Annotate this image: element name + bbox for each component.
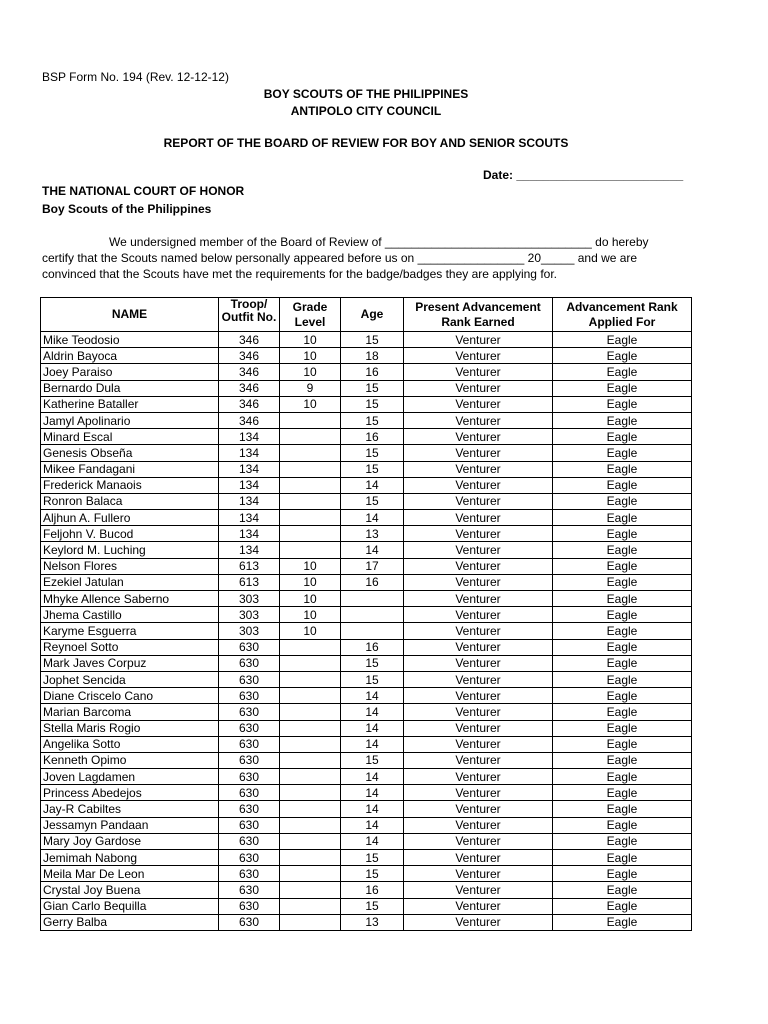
form-number: BSP Form No. 194 (Rev. 12-12-12) [42, 70, 229, 84]
cell-applied-rank: Eagle [553, 526, 692, 542]
cell-present-rank: Venturer [404, 348, 553, 364]
cell-grade [280, 671, 341, 687]
table-row [41, 801, 692, 817]
cell-grade [280, 850, 341, 866]
cell-grade: 10 [280, 396, 341, 412]
cell-applied-rank: Eagle [553, 639, 692, 655]
cell-present-rank: Venturer [404, 412, 553, 428]
cell-troop: 346 [219, 332, 280, 348]
cell-present-rank: Venturer [404, 623, 553, 639]
cell-grade [280, 914, 341, 930]
cell-present-rank: Venturer [404, 801, 553, 817]
cell-age: 15 [341, 493, 404, 509]
cell-applied-rank: Eagle [553, 688, 692, 704]
cell-name: Stella Maris Rogio [41, 720, 219, 736]
cell-present-rank: Venturer [404, 477, 553, 493]
cell-applied-rank: Eagle [553, 477, 692, 493]
cell-age: 15 [341, 412, 404, 428]
cell-applied-rank: Eagle [553, 493, 692, 509]
table-row [41, 671, 692, 687]
cell-troop: 134 [219, 542, 280, 558]
cell-applied-rank: Eagle [553, 510, 692, 526]
cell-grade [280, 412, 341, 428]
cell-name: Marian Barcoma [41, 704, 219, 720]
cell-name: Joey Paraiso [41, 364, 219, 380]
cell-troop: 630 [219, 817, 280, 833]
cell-age: 15 [341, 752, 404, 768]
organization-name: BOY SCOUTS OF THE PHILIPPINES [263, 87, 469, 101]
cell-grade: 9 [280, 380, 341, 396]
cell-grade: 10 [280, 574, 341, 590]
cell-name: Mark Javes Corpuz [41, 655, 219, 671]
table-row [41, 380, 692, 396]
cell-grade [280, 445, 341, 461]
cell-present-rank: Venturer [404, 380, 553, 396]
cell-applied-rank: Eagle [553, 704, 692, 720]
cell-grade [280, 526, 341, 542]
council-name: ANTIPOLO CITY COUNCIL [290, 104, 442, 118]
date-field: Date: _________________________ [483, 168, 684, 182]
cell-applied-rank: Eagle [553, 364, 692, 380]
cell-present-rank: Venturer [404, 785, 553, 801]
cell-age: 15 [341, 461, 404, 477]
cell-troop: 630 [219, 785, 280, 801]
cell-name: Minard Escal [41, 429, 219, 445]
table-row [41, 607, 692, 623]
cell-grade [280, 769, 341, 785]
cell-age: 15 [341, 898, 404, 914]
cell-age: 16 [341, 364, 404, 380]
table-header-row [41, 298, 692, 332]
cell-age [341, 607, 404, 623]
cell-applied-rank: Eagle [553, 445, 692, 461]
cell-grade: 10 [280, 558, 341, 574]
cell-name: Kenneth Opimo [41, 752, 219, 768]
cell-present-rank: Venturer [404, 510, 553, 526]
column-header-troop [219, 298, 280, 332]
table-row [41, 688, 692, 704]
column-header-applied-rank: Advancement Rank Applied For [553, 298, 692, 332]
cell-present-rank: Venturer [404, 752, 553, 768]
cell-troop: 134 [219, 461, 280, 477]
cell-troop: 613 [219, 558, 280, 574]
cell-grade: 10 [280, 591, 341, 607]
cell-age: 14 [341, 542, 404, 558]
cell-present-rank: Venturer [404, 526, 553, 542]
table-row [41, 510, 692, 526]
cell-grade [280, 833, 341, 849]
cell-present-rank: Venturer [404, 364, 553, 380]
cell-applied-rank: Eagle [553, 769, 692, 785]
cell-troop: 346 [219, 380, 280, 396]
cell-troop: 346 [219, 348, 280, 364]
cell-present-rank: Venturer [404, 671, 553, 687]
cell-troop: 630 [219, 704, 280, 720]
cell-applied-rank: Eagle [553, 380, 692, 396]
cell-present-rank: Venturer [404, 704, 553, 720]
cell-troop: 134 [219, 526, 280, 542]
cell-applied-rank: Eagle [553, 850, 692, 866]
cell-age: 16 [341, 882, 404, 898]
cell-age: 14 [341, 801, 404, 817]
certification-line-3: convinced that the Scouts have met the requirements for the badge/badges they are applying for. [42, 267, 557, 281]
table-row [41, 493, 692, 509]
cell-age: 13 [341, 914, 404, 930]
cell-present-rank: Venturer [404, 833, 553, 849]
cell-age: 15 [341, 655, 404, 671]
column-header-grade: Grade Level [280, 298, 341, 332]
cell-grade [280, 493, 341, 509]
cell-present-rank: Venturer [404, 736, 553, 752]
cell-grade [280, 704, 341, 720]
cell-grade: 10 [280, 607, 341, 623]
cell-present-rank: Venturer [404, 688, 553, 704]
cell-present-rank: Venturer [404, 558, 553, 574]
cell-present-rank: Venturer [404, 542, 553, 558]
cell-name: Jamyl Apolinario [41, 412, 219, 428]
cell-name: Aldrin Bayoca [41, 348, 219, 364]
table-row [41, 817, 692, 833]
cell-troop: 630 [219, 688, 280, 704]
cell-present-rank: Venturer [404, 332, 553, 348]
cell-troop: 134 [219, 445, 280, 461]
cell-troop: 630 [219, 736, 280, 752]
cell-name: Mhyke Allence Saberno [41, 591, 219, 607]
cell-grade [280, 736, 341, 752]
addressee-line-2: Boy Scouts of the Philippines [42, 202, 212, 216]
cell-applied-rank: Eagle [553, 412, 692, 428]
certification-paragraph [42, 234, 649, 282]
cell-troop: 134 [219, 510, 280, 526]
table-row [41, 558, 692, 574]
table-row [41, 639, 692, 655]
cell-age: 14 [341, 720, 404, 736]
cell-name: Jay-R Cabiltes [41, 801, 219, 817]
cell-age: 14 [341, 704, 404, 720]
cell-applied-rank: Eagle [553, 348, 692, 364]
table-row [41, 898, 692, 914]
cell-grade: 10 [280, 364, 341, 380]
table-row [41, 364, 692, 380]
cell-present-rank: Venturer [404, 607, 553, 623]
cell-present-rank: Venturer [404, 445, 553, 461]
column-header-present-rank: Present Advancement Rank Earned [404, 298, 553, 332]
cell-troop: 346 [219, 364, 280, 380]
cell-applied-rank: Eagle [553, 558, 692, 574]
cell-grade [280, 866, 341, 882]
table-row [41, 526, 692, 542]
cell-applied-rank: Eagle [553, 607, 692, 623]
table-row [41, 396, 692, 412]
cell-age: 14 [341, 785, 404, 801]
cell-applied-rank: Eagle [553, 752, 692, 768]
cell-troop: 630 [219, 639, 280, 655]
cell-applied-rank: Eagle [553, 785, 692, 801]
cell-grade [280, 720, 341, 736]
cell-troop: 630 [219, 914, 280, 930]
cell-name: Nelson Flores [41, 558, 219, 574]
cell-grade [280, 752, 341, 768]
table-row [41, 704, 692, 720]
column-header-name: NAME [41, 298, 219, 332]
cell-troop: 134 [219, 477, 280, 493]
cell-grade [280, 542, 341, 558]
table-row [41, 477, 692, 493]
cell-applied-rank: Eagle [553, 720, 692, 736]
cell-age: 15 [341, 332, 404, 348]
cell-grade [280, 882, 341, 898]
table-row [41, 412, 692, 428]
cell-present-rank: Venturer [404, 655, 553, 671]
cell-troop: 346 [219, 412, 280, 428]
cell-age: 16 [341, 574, 404, 590]
cell-name: Meila Mar De Leon [41, 866, 219, 882]
cell-troop: 134 [219, 493, 280, 509]
report-title: REPORT OF THE BOARD OF REVIEW FOR BOY AND SENIOR SCOUTS [163, 136, 569, 150]
cell-name: Mike Teodosio [41, 332, 219, 348]
cell-troop: 303 [219, 607, 280, 623]
cell-age [341, 591, 404, 607]
cell-applied-rank: Eagle [553, 866, 692, 882]
cell-name: Bernardo Dula [41, 380, 219, 396]
cell-age: 15 [341, 445, 404, 461]
cell-name: Ronron Balaca [41, 493, 219, 509]
cell-troop: 303 [219, 591, 280, 607]
cell-present-rank: Venturer [404, 639, 553, 655]
cell-name: Katherine Bataller [41, 396, 219, 412]
cell-name: Jhema Castillo [41, 607, 219, 623]
table-row [41, 866, 692, 882]
cell-grade [280, 655, 341, 671]
table-row [41, 850, 692, 866]
cell-name: Keylord M. Luching [41, 542, 219, 558]
cell-troop: 630 [219, 671, 280, 687]
cell-present-rank: Venturer [404, 720, 553, 736]
cell-present-rank: Venturer [404, 914, 553, 930]
cell-name: Feljohn V. Bucod [41, 526, 219, 542]
cell-name: Aljhun A. Fullero [41, 510, 219, 526]
cell-name: Jessamyn Pandaan [41, 817, 219, 833]
cell-grade [280, 817, 341, 833]
cell-age: 15 [341, 866, 404, 882]
cell-grade [280, 898, 341, 914]
cell-grade: 10 [280, 623, 341, 639]
cell-present-rank: Venturer [404, 429, 553, 445]
cell-applied-rank: Eagle [553, 898, 692, 914]
table-row [41, 348, 692, 364]
cell-present-rank: Venturer [404, 882, 553, 898]
cell-grade [280, 785, 341, 801]
table-row [41, 591, 692, 607]
column-header-troop-label: Troop/ Outfit No. [221, 297, 277, 324]
table-row [41, 882, 692, 898]
cell-applied-rank: Eagle [553, 914, 692, 930]
cell-age: 15 [341, 850, 404, 866]
table-row [41, 752, 692, 768]
cell-name: Joven Lagdamen [41, 769, 219, 785]
table-row [41, 332, 692, 348]
cell-age: 18 [341, 348, 404, 364]
cell-name: Jemimah Nabong [41, 850, 219, 866]
cell-age: 14 [341, 769, 404, 785]
cell-name: Angelika Sotto [41, 736, 219, 752]
table-row [41, 736, 692, 752]
cell-applied-rank: Eagle [553, 396, 692, 412]
scout-roster-table [40, 297, 692, 931]
certification-line-2: certify that the Scouts named below personally appeared before us on ________________ 20_____ and we are [42, 251, 638, 265]
cell-applied-rank: Eagle [553, 882, 692, 898]
cell-present-rank: Venturer [404, 591, 553, 607]
cell-troop: 630 [219, 898, 280, 914]
table-row [41, 785, 692, 801]
cell-age: 15 [341, 396, 404, 412]
cell-age: 14 [341, 817, 404, 833]
cell-present-rank: Venturer [404, 769, 553, 785]
cell-name: Genesis Obseña [41, 445, 219, 461]
cell-applied-rank: Eagle [553, 574, 692, 590]
cell-grade [280, 510, 341, 526]
cell-grade: 10 [280, 332, 341, 348]
cell-applied-rank: Eagle [553, 817, 692, 833]
cell-present-rank: Venturer [404, 850, 553, 866]
cell-age: 14 [341, 688, 404, 704]
cell-troop: 630 [219, 752, 280, 768]
table-row [41, 655, 692, 671]
cell-grade [280, 429, 341, 445]
cell-present-rank: Venturer [404, 461, 553, 477]
cell-grade [280, 801, 341, 817]
cell-age: 14 [341, 477, 404, 493]
table-row [41, 461, 692, 477]
table-row [41, 574, 692, 590]
cell-name: Frederick Manaois [41, 477, 219, 493]
table-row [41, 914, 692, 930]
cell-name: Reynoel Sotto [41, 639, 219, 655]
cell-troop: 630 [219, 833, 280, 849]
cell-age: 15 [341, 380, 404, 396]
certification-line-1: We undersigned member of the Board of Review of _______________________________ do hereby [109, 235, 649, 249]
cell-name: Karyme Esguerra [41, 623, 219, 639]
cell-troop: 346 [219, 396, 280, 412]
cell-name: Princess Abedejos [41, 785, 219, 801]
table-row [41, 720, 692, 736]
cell-name: Crystal Joy Buena [41, 882, 219, 898]
cell-grade [280, 477, 341, 493]
cell-present-rank: Venturer [404, 866, 553, 882]
cell-present-rank: Venturer [404, 817, 553, 833]
cell-age: 16 [341, 639, 404, 655]
cell-applied-rank: Eagle [553, 542, 692, 558]
cell-troop: 134 [219, 429, 280, 445]
cell-present-rank: Venturer [404, 898, 553, 914]
cell-grade [280, 639, 341, 655]
cell-applied-rank: Eagle [553, 623, 692, 639]
cell-troop: 630 [219, 850, 280, 866]
cell-applied-rank: Eagle [553, 736, 692, 752]
cell-name: Gian Carlo Bequilla [41, 898, 219, 914]
cell-age: 14 [341, 510, 404, 526]
cell-present-rank: Venturer [404, 574, 553, 590]
cell-age: 13 [341, 526, 404, 542]
cell-troop: 630 [219, 882, 280, 898]
cell-present-rank: Venturer [404, 493, 553, 509]
cell-age [341, 623, 404, 639]
cell-troop: 613 [219, 574, 280, 590]
cell-name: Gerry Balba [41, 914, 219, 930]
cell-troop: 630 [219, 801, 280, 817]
table-row [41, 769, 692, 785]
cell-name: Mikee Fandagani [41, 461, 219, 477]
cell-age: 16 [341, 429, 404, 445]
table-row [41, 429, 692, 445]
cell-applied-rank: Eagle [553, 591, 692, 607]
cell-name: Mary Joy Gardose [41, 833, 219, 849]
cell-applied-rank: Eagle [553, 801, 692, 817]
cell-age: 14 [341, 833, 404, 849]
cell-applied-rank: Eagle [553, 332, 692, 348]
cell-name: Diane Criscelo Cano [41, 688, 219, 704]
cell-age: 17 [341, 558, 404, 574]
cell-age: 14 [341, 736, 404, 752]
cell-troop: 630 [219, 655, 280, 671]
table-row [41, 833, 692, 849]
cell-name: Jophet Sencida [41, 671, 219, 687]
cell-troop: 630 [219, 769, 280, 785]
cell-present-rank: Venturer [404, 396, 553, 412]
cell-grade [280, 688, 341, 704]
cell-troop: 630 [219, 866, 280, 882]
table-body [41, 332, 692, 931]
cell-name: Ezekiel Jatulan [41, 574, 219, 590]
table-row [41, 542, 692, 558]
cell-applied-rank: Eagle [553, 671, 692, 687]
cell-grade [280, 461, 341, 477]
table-row [41, 445, 692, 461]
table-row [41, 623, 692, 639]
cell-applied-rank: Eagle [553, 429, 692, 445]
cell-troop: 630 [219, 720, 280, 736]
cell-applied-rank: Eagle [553, 833, 692, 849]
addressee-line-1: THE NATIONAL COURT OF HONOR [42, 184, 245, 198]
cell-troop: 303 [219, 623, 280, 639]
cell-applied-rank: Eagle [553, 655, 692, 671]
column-header-age: Age [341, 298, 404, 332]
cell-applied-rank: Eagle [553, 461, 692, 477]
cell-grade: 10 [280, 348, 341, 364]
cell-age: 15 [341, 671, 404, 687]
